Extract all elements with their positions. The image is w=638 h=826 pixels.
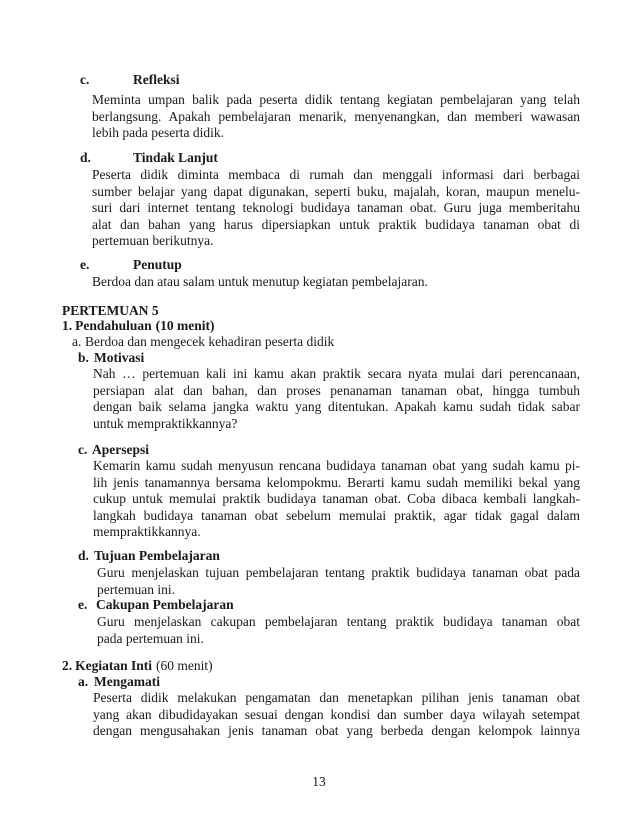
body-line: sumber belajar yang dapat digunakan, seperti buku, majalah, koran, maupun menelu- (92, 183, 580, 199)
body-line: Guru menjelaskan cakupan pembelajaran tentang praktik budidaya tanaman obat (97, 614, 580, 629)
step-body-refleksi (92, 92, 580, 142)
step-marker: c. (78, 442, 88, 457)
body-line: Peserta didik melakukan pengamatan dan menetapkan pilihan jenis tanaman obat (93, 690, 580, 705)
phase-title: Pendahuluan (75, 318, 152, 333)
step-title: Penutup (133, 257, 182, 272)
step-marker: d. (80, 150, 91, 165)
body-line: Meminta umpan balik pada peserta didik tentang kegiatan pembelajaran yang telah (92, 92, 580, 107)
step-marker: d. (78, 548, 89, 563)
step-heading-tujuan-pembelajaran (78, 548, 220, 565)
step-body-motivasi (93, 366, 580, 432)
body-line: berlangsung. Apakah pembelajaran menarik, menyenangkan, dan memberi wawasan (92, 108, 580, 124)
step-title: Apersepsi (92, 442, 149, 457)
body-line: pada pertemuan ini. (97, 630, 204, 646)
step-marker: e. (80, 257, 90, 272)
step-marker: c. (80, 72, 90, 87)
body-line: untuk mempraktikkannya? (93, 415, 238, 431)
step-marker: e. (78, 597, 88, 612)
page-number: 13 (312, 774, 326, 789)
step-body-cakupan-pembelajaran (97, 614, 580, 647)
step-marker: b. (78, 350, 89, 365)
body-line: Berdoa dan atau salam untuk menutup kegiatan pembelajaran. (92, 274, 428, 289)
step-title: Motivasi (94, 350, 145, 365)
step-body-penutup (92, 274, 580, 291)
step-heading-penutup (80, 257, 182, 274)
step-title: Refleksi (133, 72, 180, 87)
step-heading-mengamati (78, 674, 160, 691)
step-body-mengamati (93, 690, 580, 740)
step-body-tujuan-pembelajaran (97, 565, 580, 598)
step-heading-cakupan-pembelajaran (78, 597, 234, 614)
step-heading-tindak-lanjut (80, 150, 218, 167)
body-line: dengan mengusahakan jenis tanaman obat yang berbeda dengan kelompok lainnya (93, 723, 580, 739)
body-line: alat dan bahan yang harus dipersiapkan untuk praktik budidaya tanaman obat di (92, 216, 580, 232)
body-line: Peserta didik diminta membaca di rumah dan menggali informasi dari berbagai (92, 167, 580, 182)
phase-heading-kegiatan-inti (62, 658, 213, 675)
step-heading-motivasi (78, 350, 144, 367)
step-title: Mengamati (94, 674, 160, 689)
meeting-heading: PERTEMUAN 5 (62, 303, 159, 318)
phase-title: Kegiatan Inti (75, 658, 153, 673)
body-line: Guru menjelaskan tujuan pembelajaran tentang praktik budidaya tanaman obat pada (97, 565, 580, 580)
step-title: Cakupan Pembelajaran (96, 597, 234, 612)
body-line: Nah … pertemuan kali ini kamu akan praktik secara nyata mulai dari perencanaan, (93, 366, 580, 381)
phase-number: 1. (62, 318, 73, 333)
body-line: Kemarin kamu sudah menyusun rencana budidaya tanaman obat yang sudah kamu pi- (93, 458, 580, 473)
step-title: Tujuan Pembelajaran (94, 548, 220, 563)
phase-duration: (10 menit) (155, 318, 215, 333)
step-heading-apersepsi (78, 442, 149, 459)
body-line: lebih pada peserta didik. (92, 125, 224, 141)
body-line: lih jenis tanamannya bersama kelompokmu. Berarti kamu sudah memiliki bekal yang (93, 474, 580, 490)
phase-duration: (60 menit) (156, 658, 213, 673)
body-line: suri dari internet tentang teknologi budidaya tanaman obat. Guru juga memberitahu (92, 200, 580, 216)
phase-number: 2. (62, 658, 73, 673)
step-text: Berdoa dan mengecek kehadiran peserta didik (85, 334, 335, 349)
step-body-apersepsi (93, 458, 580, 541)
body-line: yang akan dibudidayakan sesuai dengan kondisi dan sumber daya wilayah setempat (93, 706, 580, 722)
step-berdoa (72, 334, 334, 351)
body-line: persiapan alat dan bahan, dan proses penanaman tanaman obat, hingga tumbuh (93, 382, 580, 398)
body-line: pertemuan ini. (97, 581, 175, 597)
step-title: Tindak Lanjut (133, 150, 218, 165)
body-line: dengan baik selama jangka waktu yang ditentukan. Apakah kamu sudah tidak sabar (93, 399, 580, 415)
body-line: langkah budidaya tanaman obat sebelum memulai praktik, agar tidak gagal dalam (93, 507, 580, 523)
step-heading-refleksi (80, 72, 180, 89)
step-marker: a. (78, 674, 89, 689)
phase-heading-pendahuluan (62, 318, 215, 335)
body-line: mempraktikkannya. (93, 524, 201, 540)
step-body-tindak-lanjut (92, 167, 580, 250)
body-line: pertemuan berikutnya. (92, 233, 214, 249)
step-marker: a. (72, 334, 82, 349)
body-line: cukup untuk memulai praktik budidaya tanaman obat. Coba dibaca kembali langkah- (93, 491, 580, 507)
